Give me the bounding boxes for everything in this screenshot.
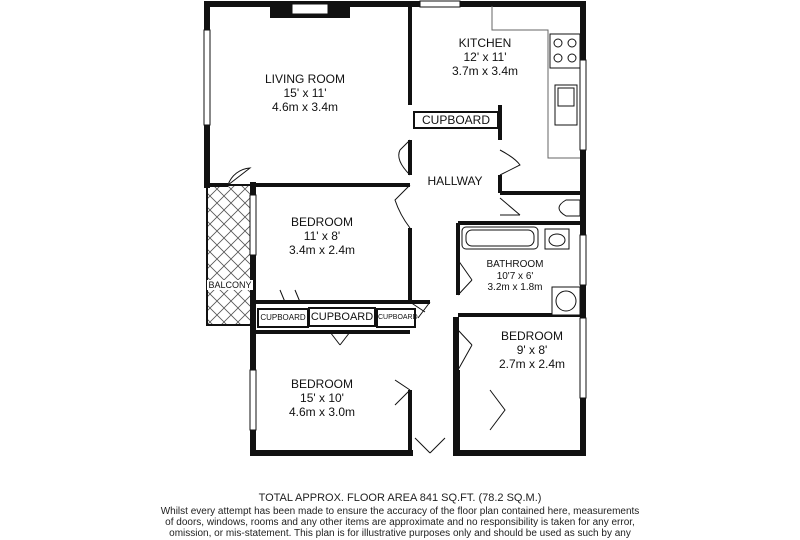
disclaimer-line-1: Whilst every attempt has been made to ensure the accuracy of the floor plan contained here, measurements (160, 506, 640, 517)
bedroom-3-metric: 2.7m x 2.4m (498, 356, 566, 371)
living-room-label (245, 73, 365, 114)
cupboard-middle: CUPBOARD (308, 307, 376, 327)
toilet (559, 200, 580, 216)
bedroom-3-imperial: 9' x 8' (516, 342, 548, 357)
bedroom-2-label (272, 378, 372, 419)
hob (550, 34, 580, 68)
bathroom-name: BATHROOM (486, 259, 544, 270)
kitchen-metric: 3.7m x 3.4m (451, 63, 519, 78)
bedroom-2-imperial: 15' x 10' (300, 390, 344, 405)
bedroom-2-name: BEDROOM (290, 377, 353, 391)
bedroom-1-name: BEDROOM (290, 215, 353, 229)
bedroom-3-label (482, 330, 582, 371)
cupboard-small-right: CUPBOARD (376, 308, 416, 328)
living-room-name: LIVING ROOM (264, 72, 345, 86)
bathroom-label (475, 259, 555, 294)
bathroom-metric: 3.2m x 1.8m (487, 282, 543, 293)
kitchen-name: KITCHEN (458, 36, 512, 50)
kitchen-counter (492, 6, 580, 158)
balcony-label (207, 280, 253, 290)
disclaimer-line-3: omission, or mis-statement. This plan is for illustrative purposes only and should be used as such by any (169, 528, 631, 539)
hallway-label (420, 175, 490, 189)
bedroom-1-label (272, 216, 372, 257)
living-room-metric: 4.6m x 3.4m (271, 99, 339, 114)
cupboard-small-left: CUPBOARD (257, 308, 309, 328)
balcony-name: BALCONY (208, 280, 252, 290)
kitchen-label (440, 37, 530, 78)
bedroom-2-metric: 4.6m x 3.0m (288, 404, 356, 419)
balcony-area (207, 185, 253, 325)
bedroom-1-metric: 3.4m x 2.4m (288, 242, 356, 257)
bedroom-3-name: BEDROOM (500, 329, 563, 343)
bedroom-1-imperial: 11' x 8' (303, 228, 341, 243)
floor-area-total: TOTAL APPROX. FLOOR AREA 841 SQ.FT. (78.2 SQ.M.) (258, 492, 542, 504)
cupboard-kitchen: CUPBOARD (413, 111, 499, 129)
disclaimer-line-2: of doors, windows, rooms and any other items are approximate and no responsibility is taken for any error, (165, 517, 635, 528)
bathroom-imperial: 10'7 x 6' (496, 270, 534, 282)
living-room-imperial: 15' x 11' (283, 85, 327, 100)
hallway-name: HALLWAY (427, 174, 483, 188)
kitchen-imperial: 12' x 11' (463, 49, 507, 64)
